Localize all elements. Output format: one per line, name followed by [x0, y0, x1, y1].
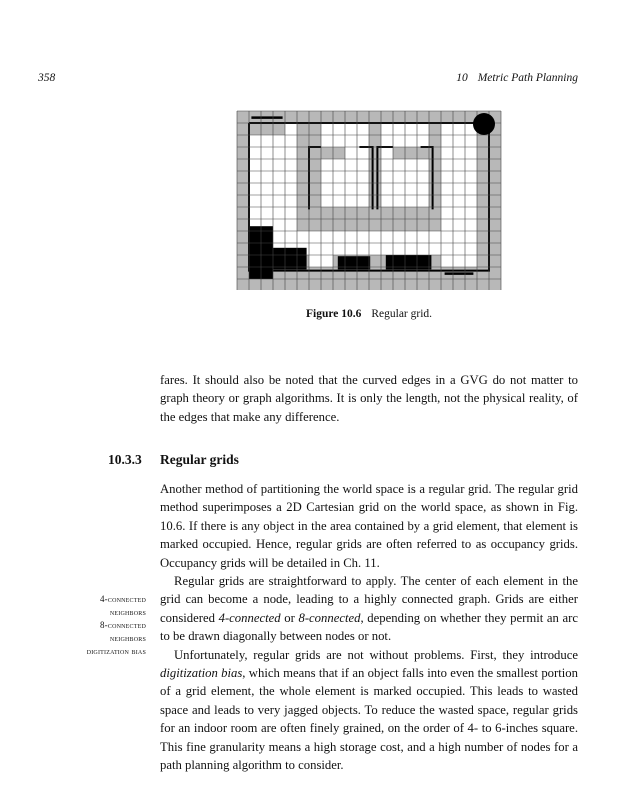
grid-cell-occupied — [369, 279, 381, 290]
grid-cell-occupied — [369, 135, 381, 147]
grid-cell-occupied — [237, 111, 249, 123]
grid-cell-occupied — [417, 279, 429, 290]
grid-cell-occupied — [429, 183, 441, 195]
paragraph-gvg-text: fares. It should also be noted that the curved edges in a GVG do not matter to graph theory or graph algorithms. It is only the length, not the physical reality, of the edges that make any difference. — [160, 373, 578, 424]
grid-cell-occupied — [321, 111, 333, 123]
grid-cell-occupied — [369, 123, 381, 135]
grid-cell-occupied — [237, 135, 249, 147]
grid-cell-occupied — [249, 123, 261, 135]
grid-cell-occupied — [393, 207, 405, 219]
grid-cell-occupied — [237, 219, 249, 231]
grid-cell-occupied — [345, 207, 357, 219]
p2-text-b: or — [280, 610, 299, 625]
grid-cell-occupied — [237, 195, 249, 207]
grid-cell-occupied — [249, 279, 261, 290]
grid-cell-occupied — [381, 207, 393, 219]
grid-cell-occupied — [429, 219, 441, 231]
grid-cell-occupied — [369, 171, 381, 183]
grid-cell-occupied — [333, 219, 345, 231]
margin-note-4-connected-l2: neighbors — [109, 607, 146, 617]
chapter-number: 10 — [456, 72, 468, 84]
grid-cell-occupied — [393, 279, 405, 290]
grid-cell-occupied — [333, 147, 345, 159]
grid-cell-occupied — [273, 279, 285, 290]
grid-cell-occupied — [429, 147, 441, 159]
regular-grid-figure — [233, 108, 505, 290]
grid-cell-occupied — [405, 219, 417, 231]
grid-cell-occupied — [489, 171, 501, 183]
grid-cell-occupied — [489, 183, 501, 195]
obstacle — [273, 248, 307, 270]
grid-cell-occupied — [321, 267, 333, 279]
margin-note-8-connected-l2: neighbors — [109, 633, 146, 643]
grid-cell-occupied — [237, 207, 249, 219]
grid-cell-occupied — [237, 183, 249, 195]
grid-cell-occupied — [477, 207, 489, 219]
grid-cell-occupied — [405, 279, 417, 290]
grid-cell-occupied — [309, 183, 321, 195]
grid-cell-occupied — [309, 147, 321, 159]
grid-cell-occupied — [309, 267, 321, 279]
grid-cell-occupied — [297, 183, 309, 195]
grid-cell-occupied — [381, 111, 393, 123]
grid-cell-occupied — [369, 111, 381, 123]
grid-cell-occupied — [297, 111, 309, 123]
paragraph-1: Another method of partitioning the world space is a regular grid. The regular grid method superimposes a 2D Cartesian grid on the world space, as shown in Fig. 10.6. If there is any object in the area contained by a grid element, that element is marked occupied. Hence, regular grids are often referred to as occupancy grids. Occupancy grids will be detailed in Ch. 11. — [160, 482, 578, 570]
grid-cell-occupied — [285, 279, 297, 290]
grid-cell-occupied — [405, 147, 417, 159]
grid-cell-occupied — [297, 171, 309, 183]
grid-cell-occupied — [429, 279, 441, 290]
p3-text-b: , which means that if an object falls into even the smallest portion of a grid element, the whole element is marked occupied. This leads to wasted space and leads to very jagged objects. To reduce the wasted space, regular grids for an indoor room are often finely grained, on the order of 4- to 6-inches square. This fine granularity means a high storage cost, and a high number of nodes for a path planning algorithm to consider. — [160, 666, 578, 773]
grid-cell-occupied — [477, 255, 489, 267]
grid-cell-occupied — [465, 279, 477, 290]
term-8-connected: 8-connected — [298, 610, 361, 625]
grid-cell-occupied — [357, 279, 369, 290]
grid-cell-occupied — [429, 111, 441, 123]
term-4-connected: 4-connected — [218, 610, 281, 625]
grid-cell-occupied — [453, 111, 465, 123]
grid-cell-occupied — [309, 135, 321, 147]
grid-cell-occupied — [321, 207, 333, 219]
grid-cell-occupied — [477, 243, 489, 255]
margin-note-digitization-bias-l1: digitization bias — [86, 646, 146, 656]
grid-cell-occupied — [297, 219, 309, 231]
grid-cell-occupied — [369, 255, 381, 267]
margin-note-8-connected-l1: 8-connected — [99, 620, 146, 630]
figure-label: Figure 10.6 — [305, 308, 362, 320]
grid-cell-occupied — [237, 279, 249, 290]
grid-cell-occupied — [369, 195, 381, 207]
grid-cell-occupied — [285, 111, 297, 123]
grid-cell-occupied — [261, 123, 273, 135]
page-number: 358 — [38, 72, 56, 84]
grid-cell-occupied — [237, 147, 249, 159]
margin-note-4-connected-l1: 4-connected — [99, 594, 146, 604]
grid-cell-occupied — [429, 159, 441, 171]
grid-cell-occupied — [237, 255, 249, 267]
grid-cell-occupied — [369, 147, 381, 159]
running-head — [456, 72, 578, 84]
grid-cell-occupied — [369, 207, 381, 219]
grid-cell-occupied — [369, 183, 381, 195]
grid-cell-occupied — [381, 219, 393, 231]
grid-cell-occupied — [489, 147, 501, 159]
grid-cell-occupied — [309, 123, 321, 135]
grid-cell-occupied — [441, 111, 453, 123]
grid-cell-occupied — [477, 135, 489, 147]
grid-cell-occupied — [477, 219, 489, 231]
margin-note-8-connected — [6, 619, 146, 645]
grid-cell-occupied — [297, 207, 309, 219]
grid-cell-occupied — [429, 135, 441, 147]
grid-cell-occupied — [417, 219, 429, 231]
grid-cell-occupied — [489, 255, 501, 267]
grid-cell-occupied — [309, 279, 321, 290]
grid-cell-occupied — [345, 111, 357, 123]
term-digitization-bias: digitization bias — [160, 666, 243, 681]
grid-cell-occupied — [489, 267, 501, 279]
grid-cell-occupied — [477, 147, 489, 159]
margin-note-digitization-bias — [6, 645, 146, 658]
paragraph-3 — [160, 646, 578, 775]
grid-cell-occupied — [417, 147, 429, 159]
grid-cell-occupied — [333, 111, 345, 123]
grid-cell-occupied — [429, 207, 441, 219]
grid-cell-occupied — [405, 207, 417, 219]
grid-cell-occupied — [345, 219, 357, 231]
grid-cell-occupied — [273, 123, 285, 135]
grid-cell-occupied — [261, 279, 273, 290]
grid-cell-occupied — [489, 219, 501, 231]
paragraph-gvg — [160, 371, 578, 426]
figure-caption-text: Regular grid. — [371, 308, 433, 320]
grid-cell-occupied — [297, 123, 309, 135]
grid-cell-occupied — [429, 171, 441, 183]
grid-cell-occupied — [309, 171, 321, 183]
chapter-title: Metric Path Planning — [477, 72, 578, 84]
grid-cell-occupied — [489, 231, 501, 243]
grid-cell-occupied — [489, 243, 501, 255]
grid-cell-occupied — [237, 231, 249, 243]
robot-marker — [473, 113, 495, 135]
grid-cell-occupied — [297, 135, 309, 147]
grid-cell-occupied — [381, 279, 393, 290]
grid-cell-occupied — [489, 159, 501, 171]
grid-cell-occupied — [237, 171, 249, 183]
grid-cell-occupied — [309, 195, 321, 207]
grid-cell-occupied — [309, 111, 321, 123]
grid-cell-occupied — [357, 219, 369, 231]
grid-cell-occupied — [309, 159, 321, 171]
grid-cell-occupied — [489, 207, 501, 219]
grid-cell-occupied — [369, 219, 381, 231]
grid-cell-occupied — [297, 147, 309, 159]
section-body — [160, 480, 578, 775]
grid-cell-occupied — [441, 279, 453, 290]
grid-cell-occupied — [357, 111, 369, 123]
grid-cell-occupied — [489, 279, 501, 290]
section-title: Regular grids — [160, 452, 239, 467]
grid-cell-occupied — [321, 147, 333, 159]
grid-cell-occupied — [357, 207, 369, 219]
grid-cell-occupied — [489, 195, 501, 207]
grid-cell-occupied — [393, 111, 405, 123]
section-number: 10.3.3 — [108, 452, 142, 467]
grid-cell-occupied — [369, 159, 381, 171]
grid-cell-occupied — [429, 195, 441, 207]
grid-cell-occupied — [297, 195, 309, 207]
grid-cell-occupied — [489, 135, 501, 147]
grid-cell-occupied — [477, 279, 489, 290]
p2-text-c: , depending on whether they permit an arc to be drawn diagonally between nodes or not. — [160, 610, 578, 644]
grid-cell-occupied — [393, 219, 405, 231]
grid-cell-occupied — [237, 123, 249, 135]
figure-caption — [160, 308, 578, 320]
grid-cell-occupied — [297, 159, 309, 171]
grid-cell-occupied — [405, 111, 417, 123]
grid-cell-occupied — [477, 195, 489, 207]
grid-cell-occupied — [477, 231, 489, 243]
grid-cell-occupied — [345, 279, 357, 290]
grid-cell-occupied — [309, 219, 321, 231]
grid-cell-occupied — [237, 243, 249, 255]
grid-cell-occupied — [453, 279, 465, 290]
paragraph-2 — [160, 572, 578, 646]
grid-cell-occupied — [477, 171, 489, 183]
grid-cell-occupied — [321, 279, 333, 290]
margin-note-4-connected — [6, 593, 146, 619]
grid-cell-occupied — [477, 267, 489, 279]
grid-cell-occupied — [333, 279, 345, 290]
grid-cell-occupied — [237, 159, 249, 171]
grid-cell-occupied — [417, 207, 429, 219]
grid-cell-occupied — [429, 123, 441, 135]
grid-cell-occupied — [393, 147, 405, 159]
grid-cell-occupied — [309, 207, 321, 219]
grid-cell-occupied — [297, 279, 309, 290]
grid-cell-occupied — [417, 111, 429, 123]
grid-cell-occupied — [477, 159, 489, 171]
p2-text-a: Regular grids are straightforward to apply. The center of each element in the grid can become a node, leading to a highly connected graph. Grids are either considered — [160, 574, 578, 625]
grid-cell-occupied — [477, 183, 489, 195]
grid-cell-occupied — [369, 267, 381, 279]
grid-cell-occupied — [237, 267, 249, 279]
grid-cell-occupied — [333, 207, 345, 219]
p3-text-a: Unfortunately, regular grids are not without problems. First, they introduce — [174, 647, 578, 662]
grid-cell-occupied — [321, 219, 333, 231]
obstacle — [338, 256, 370, 269]
